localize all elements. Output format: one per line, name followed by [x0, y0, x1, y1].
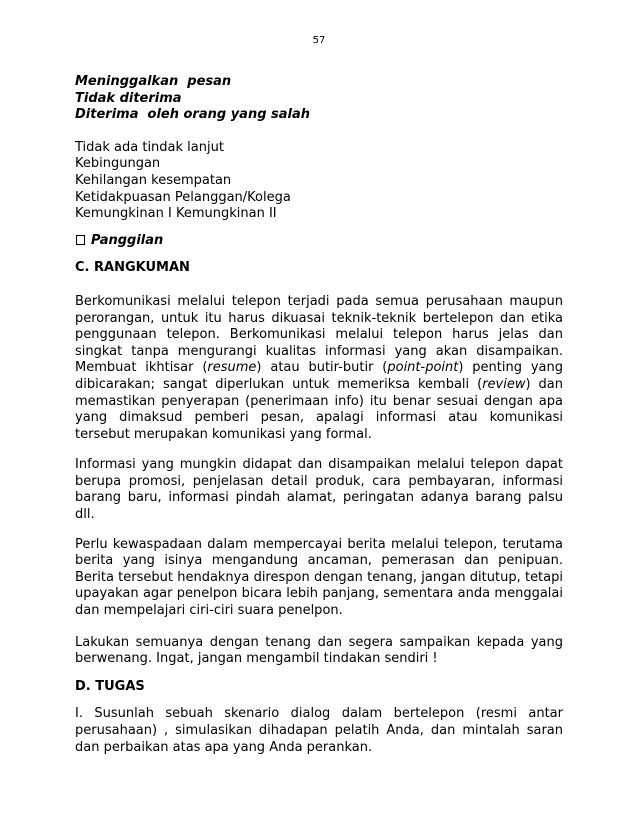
- consequence-item: Kebingungan: [75, 156, 161, 172]
- task-paragraph: I. Susunlah sebuah skenario dialog dalam bertelepon (resmi antar perusahaan) , simulasikan dihadapan pelatih Anda, dan mintalah saran dan perbaikan atas apa yang Anda perankan.: [75, 706, 563, 755]
- summary-paragraph: Lakukan semuanya dengan tenang dan segera sampaikan kepada yang berwenang. Ingat, jangan mengambil tindakan sendiri !: [75, 634, 563, 667]
- consequence-item: Kehilangan kesempatan: [75, 172, 232, 188]
- consequence-item: Ketidakpuasan Pelanggan/Kolega: [75, 189, 291, 205]
- summary-paragraph: Informasi yang mungkin didapat dan disampaikan melalui telepon dapat berupa promosi, penjelasan detail produk, cara pembayaran, informasi barang baru, informasi pindah alamat, peringatan adanya barang palsu dll.: [75, 457, 563, 523]
- consequence-item: Tidak ada tindak lanjut: [75, 139, 224, 155]
- document-body: [75, 74, 563, 756]
- consequences-list: [75, 140, 563, 223]
- outcome-item: Diterima oleh orang yang salah: [75, 107, 311, 123]
- outcomes-list: [75, 74, 563, 124]
- panggilan-item: [75, 233, 563, 250]
- section-heading-rangkuman: C. RANGKUMAN: [75, 260, 190, 276]
- outcome-item: Tidak diterima: [75, 90, 182, 106]
- checkbox-icon: [76, 235, 85, 245]
- outcome-item: Meninggalkan pesan: [75, 74, 232, 89]
- section-heading-tugas: D. TUGAS: [75, 678, 145, 694]
- summary-paragraph: Perlu kewaspadaan dalam mempercayai berita melalui telepon, terutama berita yang isinya mengandung ancaman, pemerasan dan penipuan. Berita tersebut hendaknya direspon dengan tenang, jangan ditutup, tetapi upayakan agar penelpon bicara lebih panjang, sementara anda menggalai dan mempelajari ciri-ciri suara penelpon.: [75, 536, 563, 619]
- consequence-item: Kemungkinan I Kemungkinan II: [75, 206, 277, 222]
- panggilan-label: Panggilan: [91, 232, 164, 248]
- summary-paragraph: Berkomunikasi melalui telepon terjadi pada semua perusahaan maupun perorangan, untuk itu harus dikuasai teknik-teknik bertelepon dan etika penggunaan telepon. Berkomunikasi melalui telepon harus jelas dan singkat tanpa mengurangi kualitas informasi yang akan disampaikan. Membuat ikhtisar (resume) atau butir-butir (point-point) penting yang dibicarakan; sangat diperlukan untuk memeriksa kembali (review) dan memastikan penyerapan (penerimaan info) itu benar sesuai dengan apa yang dimaksud pemberi pesan, apalagi informasi atau komunikasi tersebut merupakan komunikasi yang formal.: [75, 293, 563, 442]
- page-number: 57: [312, 35, 326, 46]
